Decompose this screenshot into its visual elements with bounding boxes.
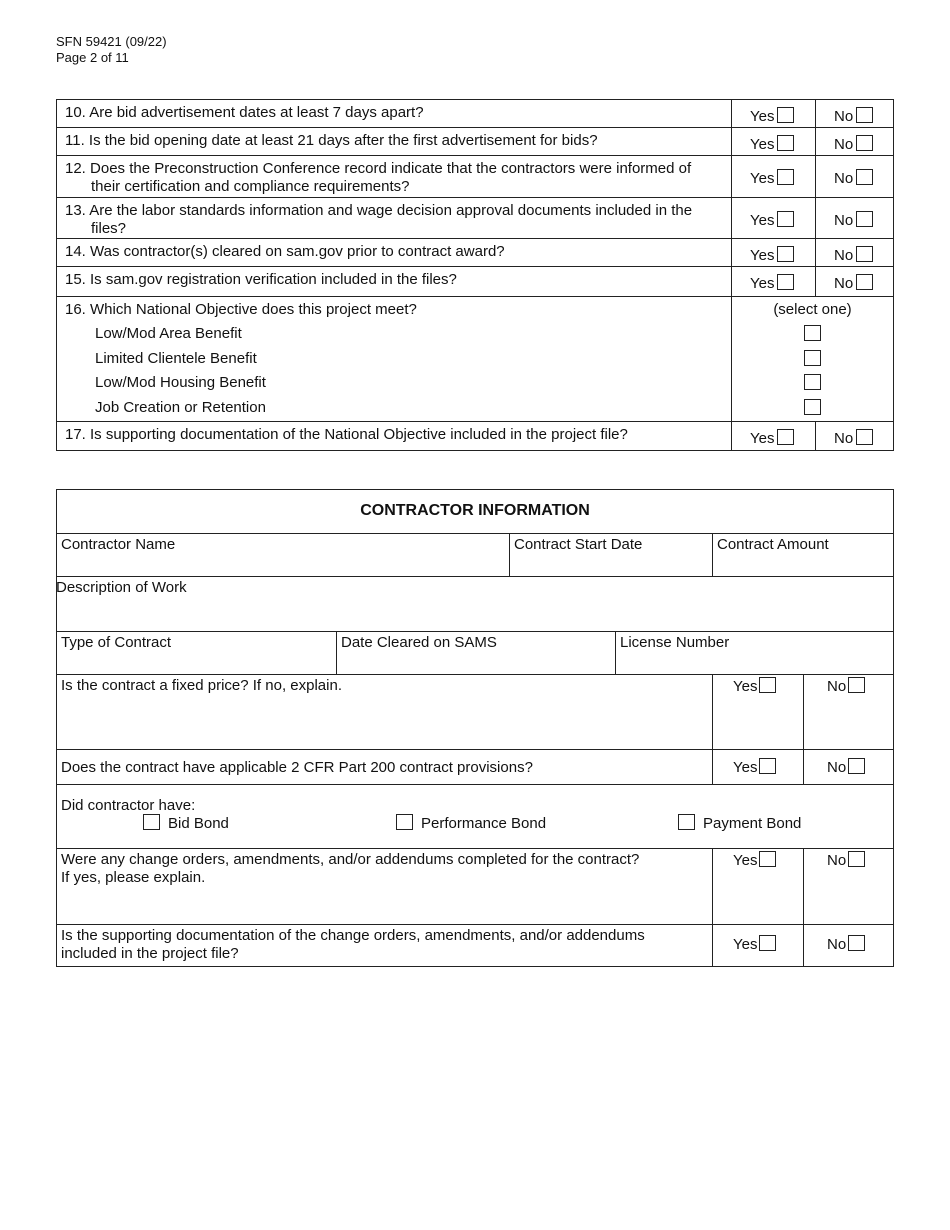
q15-no-checkbox[interactable]: [856, 274, 873, 290]
no-label: No: [834, 170, 854, 187]
question-13-cont: files?: [91, 220, 127, 237]
question-15: 15. Is sam.gov registration verification included in the files?: [65, 271, 457, 288]
yes-label: Yes: [733, 759, 758, 776]
question-row: [57, 422, 894, 451]
form-number: SFN 59421 (09/22): [56, 34, 167, 49]
question-12-cont: their certification and compliance requirements?: [91, 178, 410, 195]
question-row: [57, 156, 894, 198]
bond-row: [57, 785, 893, 849]
question-13: 13. Are the labor standards information and wage decision approval documents included in the: [65, 202, 693, 219]
no-label: No: [834, 108, 854, 125]
supporting-doc-row: [57, 925, 893, 966]
bid-bond-checkbox[interactable]: [143, 814, 160, 830]
yes-label: Yes: [750, 170, 775, 187]
select-one-label: (select one): [773, 301, 852, 318]
q14-no-checkbox[interactable]: [856, 246, 873, 262]
yes-label: Yes: [750, 275, 775, 292]
q17-no-checkbox[interactable]: [856, 429, 873, 445]
job-creation-checkbox[interactable]: [804, 399, 821, 415]
contractor-name-field[interactable]: [57, 534, 509, 576]
objective-option-label: Low/Mod Housing Benefit: [95, 374, 266, 391]
yes-label: Yes: [750, 136, 775, 153]
low-mod-housing-checkbox[interactable]: [804, 374, 821, 390]
bond-question: Did contractor have:: [61, 797, 196, 814]
payment-bond-checkbox[interactable]: [678, 814, 695, 830]
supporting-doc-yes-checkbox[interactable]: [759, 935, 776, 951]
form-header: [56, 34, 167, 66]
date-cleared-label: Date Cleared on SAMS: [341, 634, 497, 651]
type-of-contract-label: Type of Contract: [61, 634, 172, 651]
contractor-info-title: CONTRACTOR INFORMATION: [360, 502, 590, 519]
contractor-title-row: [57, 490, 893, 534]
change-orders-question: Were any change orders, amendments, and/or addendums completed for the contract?: [61, 851, 640, 868]
bid-bond-label: Bid Bond: [168, 815, 229, 832]
description-row: [57, 577, 893, 632]
question-row: [57, 100, 894, 128]
q12-yes-checkbox[interactable]: [777, 169, 794, 185]
fixed-price-question: Is the contract a fixed price? If no, explain.: [61, 677, 342, 694]
question-row: [57, 267, 894, 297]
change-orders-explain-field[interactable]: [57, 849, 712, 924]
yes-label: Yes: [750, 108, 775, 125]
yes-label: Yes: [733, 678, 758, 695]
license-number-field[interactable]: [615, 632, 893, 674]
description-label: Description of Work: [56, 579, 187, 596]
q13-no-checkbox[interactable]: [856, 211, 873, 227]
question-14: 14. Was contractor(s) cleared on sam.gov prior to contract award?: [65, 243, 505, 260]
q11-no-checkbox[interactable]: [856, 135, 873, 151]
objective-option-label: Job Creation or Retention: [95, 398, 266, 416]
performance-bond-checkbox[interactable]: [396, 814, 413, 830]
q14-yes-checkbox[interactable]: [777, 246, 794, 262]
no-label: No: [834, 212, 854, 229]
contract-type-row: [57, 632, 893, 675]
contract-start-date-label: Contract Start Date: [514, 536, 643, 553]
question-row: [57, 128, 894, 156]
q10-no-checkbox[interactable]: [856, 107, 873, 123]
no-label: No: [834, 430, 854, 447]
no-label: No: [827, 759, 847, 776]
q11-yes-checkbox[interactable]: [777, 135, 794, 151]
yes-label: Yes: [750, 430, 775, 447]
fixed-price-row: [57, 675, 893, 750]
question-row: [57, 198, 894, 239]
fixed-price-yes-checkbox[interactable]: [759, 677, 776, 693]
objective-option-label: Limited Clientele Benefit: [95, 349, 257, 367]
yes-label: Yes: [750, 212, 775, 229]
q17-yes-checkbox[interactable]: [777, 429, 794, 445]
performance-bond-label: Performance Bond: [421, 815, 547, 832]
question-12: 12. Does the Preconstruction Conference record indicate that the contractors were informed of: [65, 160, 692, 177]
yes-label: Yes: [750, 247, 775, 264]
contract-amount-field[interactable]: [712, 534, 893, 576]
question-16: 16. Which National Objective does this project meet?: [65, 301, 417, 318]
change-orders-yes-checkbox[interactable]: [759, 851, 776, 867]
q12-no-checkbox[interactable]: [856, 169, 873, 185]
yes-label: Yes: [733, 852, 758, 869]
no-label: No: [827, 936, 847, 953]
payment-bond-label: Payment Bond: [703, 815, 802, 832]
no-label: No: [834, 247, 854, 264]
fixed-price-no-checkbox[interactable]: [848, 677, 865, 693]
objective-option-label: Low/Mod Area Benefit: [95, 325, 242, 342]
supporting-doc-question: Is the supporting documentation of the change orders, amendments, and/or addendums: [61, 927, 645, 944]
question-10: 10. Are bid advertisement dates at least 7 days apart?: [65, 104, 424, 121]
license-number-label: License Number: [620, 634, 730, 651]
change-orders-explain-label: If yes, please explain.: [61, 869, 206, 886]
contractor-name-row: [57, 534, 893, 577]
question-11: 11. Is the bid opening date at least 21 days after the first advertisement for bids?: [65, 132, 598, 149]
contractor-name-label: Contractor Name: [61, 536, 176, 553]
low-mod-area-checkbox[interactable]: [804, 325, 821, 341]
yes-label: Yes: [733, 936, 758, 953]
no-label: No: [834, 136, 854, 153]
contract-start-date-field[interactable]: [509, 534, 712, 576]
cfr-no-checkbox[interactable]: [848, 758, 865, 774]
change-orders-row: [57, 849, 893, 925]
change-orders-no-checkbox[interactable]: [848, 851, 865, 867]
question-17: 17. Is supporting documentation of the National Objective included in the project file?: [65, 426, 628, 443]
no-label: No: [827, 678, 847, 695]
no-label: No: [834, 275, 854, 292]
national-objective-row: [57, 297, 894, 422]
q10-yes-checkbox[interactable]: [777, 107, 794, 123]
contract-amount-label: Contract Amount: [717, 536, 829, 553]
cfr-yes-checkbox[interactable]: [759, 758, 776, 774]
cfr-question: Does the contract have applicable 2 CFR Part 200 contract provisions?: [61, 759, 533, 776]
q13-yes-checkbox[interactable]: [777, 211, 794, 227]
page-number: Page 2 of 11: [56, 50, 129, 65]
cfr-row: [57, 750, 893, 785]
question-row: [57, 239, 894, 267]
contractor-information-table: [56, 489, 894, 967]
no-label: No: [827, 852, 847, 869]
checklist-table: [56, 99, 894, 451]
supporting-doc-question-cont: included in the project file?: [61, 945, 239, 962]
fixed-price-explain-field[interactable]: [57, 675, 712, 749]
q15-yes-checkbox[interactable]: [777, 274, 794, 290]
limited-clientele-checkbox[interactable]: [804, 350, 821, 366]
description-of-work-field[interactable]: [56, 577, 893, 631]
type-of-contract-field[interactable]: [57, 632, 336, 674]
supporting-doc-no-checkbox[interactable]: [848, 935, 865, 951]
date-cleared-field[interactable]: [336, 632, 615, 674]
